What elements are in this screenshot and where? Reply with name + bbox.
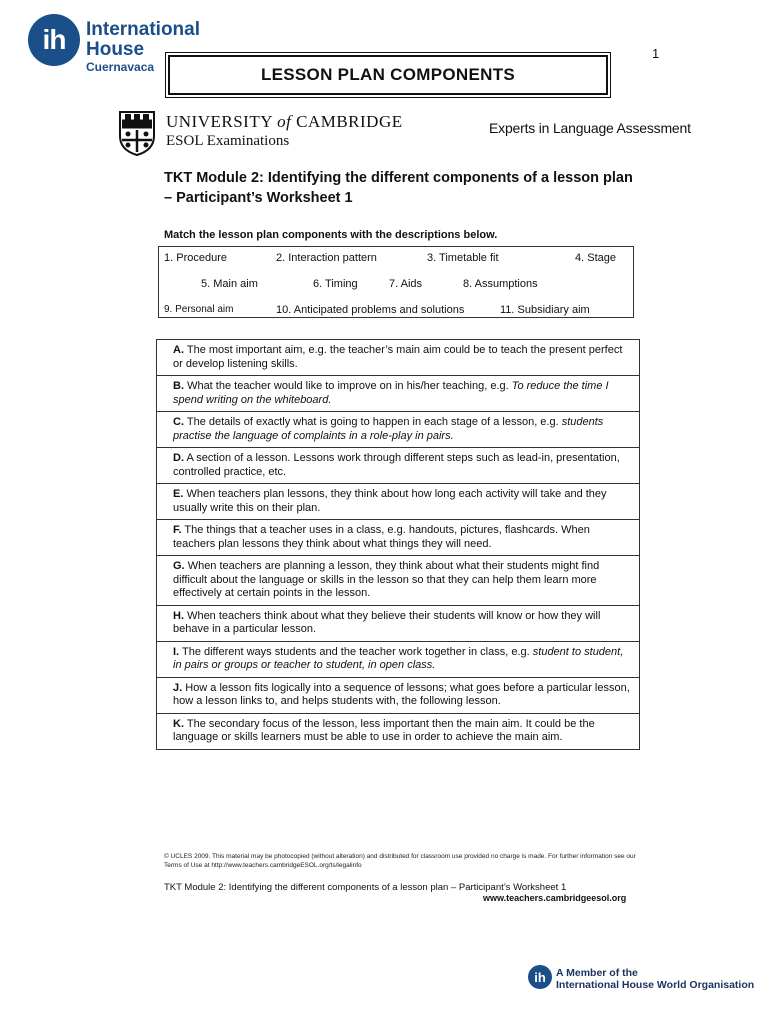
- component-item: 8. Assumptions: [463, 278, 538, 290]
- description-text: When teachers think about what they believe their students will know or how they will behave in a particular lesson.: [173, 609, 601, 635]
- description-row: [157, 376, 640, 412]
- description-text: The secondary focus of the lesson, less important then the main aim. It could be the language or skills learners must be able to use in order to achieve the main aim.: [173, 717, 595, 743]
- description-row: [157, 484, 640, 520]
- description-letter: A.: [173, 344, 184, 356]
- page-number: 1: [652, 46, 660, 61]
- ih-logo-mark: ih: [28, 14, 80, 66]
- component-item: 2. Interaction pattern: [276, 252, 377, 264]
- description-example: students practise the language of complaints in a role-play in pairs.: [173, 416, 604, 442]
- description-example: To reduce the time I spend writing on the whiteboard.: [173, 380, 609, 406]
- description-text: The things that a teacher uses in a class, e.g. handouts, pictures, flashcards. When teachers plan lessons they think about what things they will need.: [173, 524, 590, 550]
- description-row: [157, 713, 640, 749]
- description-letter: C.: [173, 416, 184, 428]
- worksheet-heading: TKT Module 2: Identifying the different components of a lesson plan – Participant’s Worksheet 1: [164, 170, 633, 206]
- description-text: The most important aim, e.g. the teacher’s main aim could be to teach the present perfect or develop listening skills.: [173, 344, 623, 370]
- component-item: 3. Timetable fit: [427, 252, 499, 264]
- component-item: 9. Personal aim: [164, 304, 234, 315]
- description-letter: F.: [173, 524, 182, 536]
- description-row: [157, 605, 640, 641]
- description-text: What the teacher would like to improve on in his/her teaching, e.g.: [187, 380, 512, 392]
- description-letter: J.: [173, 681, 183, 694]
- component-item: 4. Stage: [575, 252, 616, 264]
- description-row: [157, 340, 640, 376]
- description-text: When teachers are planning a lesson, they think about what their students might find difficult about the language or skills in the lesson so that they can help them learn more effectively at certain points in the lesson.: [173, 560, 600, 599]
- ih-logo-text: International House Cuernavaca: [86, 19, 201, 74]
- description-row: [157, 412, 640, 448]
- description-letter: B.: [173, 380, 184, 392]
- description-row: [157, 520, 640, 556]
- member-line2: International House World Organisation: [556, 979, 755, 991]
- component-item: 5. Main aim: [201, 278, 258, 290]
- footer-url: www.teachers.cambridgeesol.org: [483, 893, 627, 903]
- description-letter: D.: [173, 452, 184, 464]
- description-letter: H.: [173, 609, 184, 622]
- description-text: How a lesson fits logically into a sequence of lessons; what goes before a particular lesson, how a lesson links to, and helps students with, the following lesson.: [173, 681, 630, 707]
- description-text: The different ways students and the teacher work together in class, e.g.: [181, 645, 533, 658]
- ih-member-mark: ih: [528, 965, 552, 989]
- description-row: [157, 641, 640, 677]
- component-item: 11. Subsidiary aim: [500, 304, 590, 316]
- description-text: A section of a lesson. Lessons work through different steps such as lead-in, presentation, controlled practice, etc.: [173, 452, 620, 478]
- description-text: When teachers plan lessons, they think about how long each activity will take and they usually write this on their plan.: [173, 488, 607, 514]
- description-text: The details of exactly what is going to happen in each stage of a lesson, e.g.: [186, 416, 562, 428]
- components-list: [158, 246, 634, 318]
- description-row: [157, 677, 640, 713]
- description-example: student to student, in pairs or groups or teacher to student, in open class.: [173, 645, 624, 671]
- description-letter: E.: [173, 488, 184, 500]
- component-item: 7. Aids: [389, 278, 423, 290]
- descriptions-table: [156, 339, 640, 750]
- component-item: 10. Anticipated problems and solutions: [276, 304, 465, 316]
- esol-examinations: ESOL Examinations: [166, 133, 290, 149]
- description-row: [157, 448, 640, 484]
- copyright-notice: © UCLES 2009. This material may be photocopied (without alteration) and distributed for classroom use provided no charge is made. For further information see our Terms of Use at http://www.teachers.cambridgeESOL.org/ts/legalinfo: [164, 853, 636, 869]
- component-item: 1. Procedure: [164, 252, 227, 264]
- ih-member-logo: [528, 963, 758, 997]
- component-item: 6. Timing: [313, 278, 358, 290]
- member-line1: A Member of the: [556, 967, 638, 979]
- worksheet-instruction: Match the lesson plan components with the descriptions below.: [164, 229, 498, 241]
- description-letter: K.: [173, 717, 184, 730]
- description-letter: G.: [173, 560, 185, 572]
- footer-title: TKT Module 2: Identifying the different components of a lesson plan – Participant’s Worksheet 1: [164, 882, 567, 893]
- description-row: [157, 556, 640, 606]
- description-letter: I.: [173, 645, 180, 658]
- cambridge-tagline: Experts in Language Assessment: [489, 120, 691, 136]
- page-title: LESSON PLAN COMPONENTS: [168, 55, 608, 95]
- cambridge-crest-icon: [118, 110, 156, 156]
- cambridge-name: UNIVERSITY of CAMBRIDGE: [166, 112, 403, 131]
